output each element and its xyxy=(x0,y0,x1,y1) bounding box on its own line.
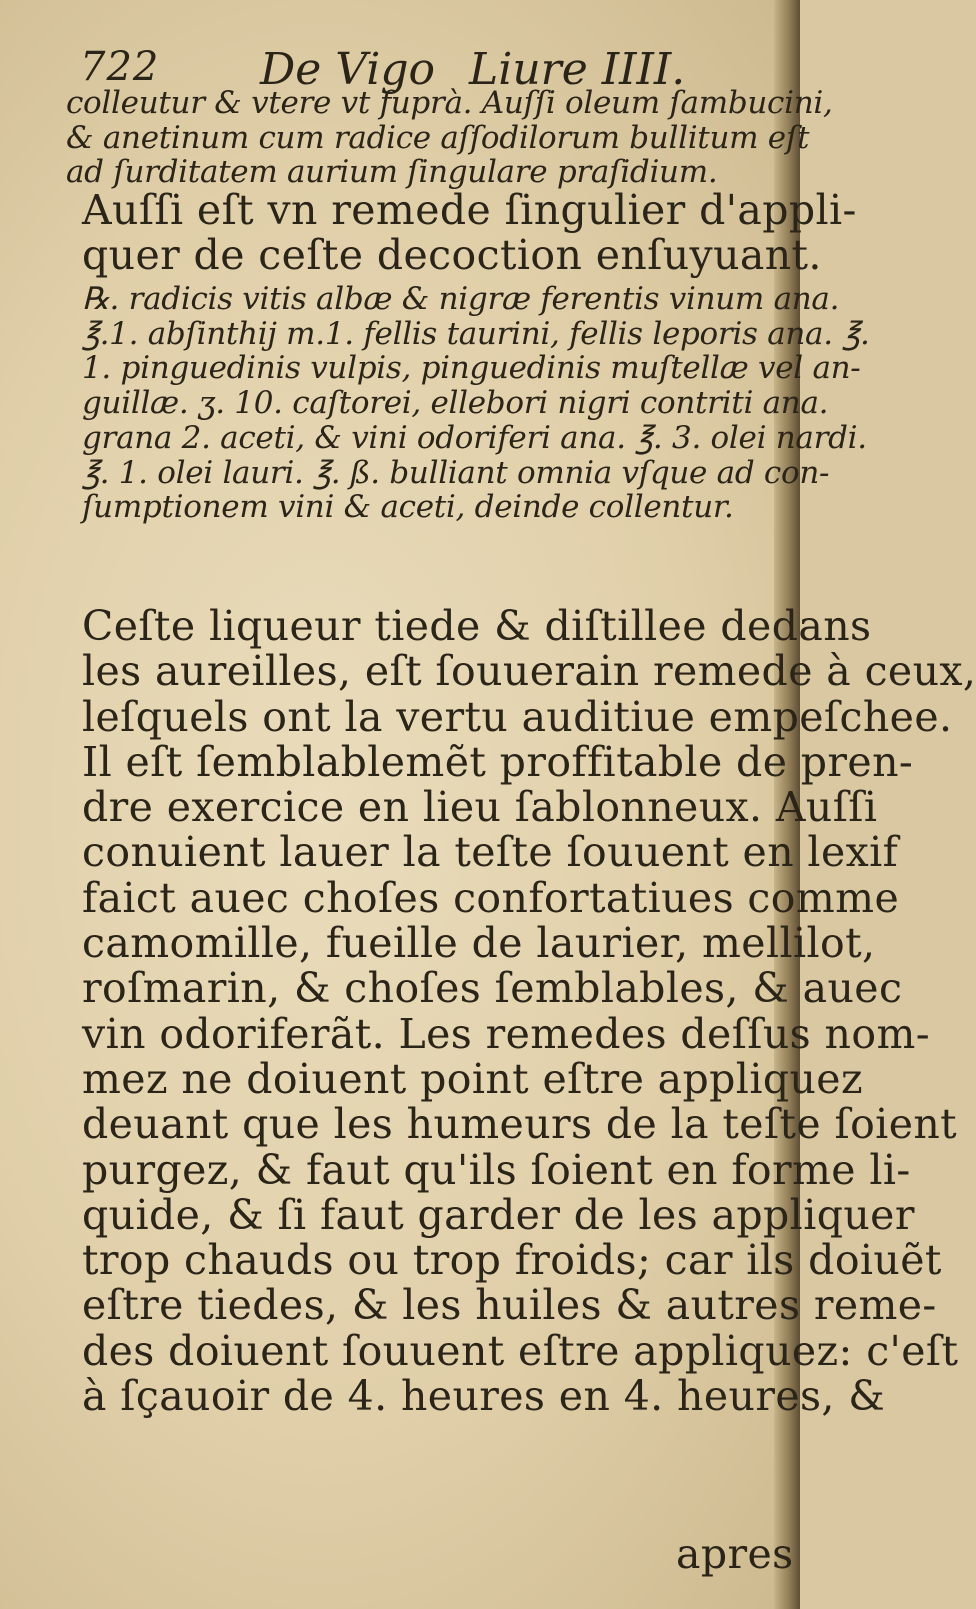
text-line: leſquels ont la vertu auditiue empeſchee. xyxy=(82,692,953,741)
french-paragraph-1 xyxy=(66,188,857,279)
running-title-author: De Vigo xyxy=(260,44,436,95)
french-paragraph-2 xyxy=(66,604,976,1419)
text-line: les aureilles, eſt ſouuerain remede à ceux, xyxy=(82,647,976,696)
text-line: ad ſurditatem aurium ſingulare praſidium. xyxy=(66,154,718,191)
text-line: Ceſte liqueur tiede & diſtillee dedans xyxy=(82,602,872,650)
text-line: purgez, & faut qu'ils ſoient en forme li- xyxy=(82,1145,911,1194)
text-line: quer de ceſte decoction enſuyuant. xyxy=(82,231,822,280)
text-line: ſumptionem vini & aceti, deinde collentur. xyxy=(82,489,734,526)
text-line: colleutur & vtere vt fuprà. Auſſi oleum ſambucini, xyxy=(66,85,833,121)
text-line: mez ne doiuent point eſtre appliquez xyxy=(82,1054,863,1103)
text-line: à ſçauoir de 4. heures en 4. heures, & xyxy=(82,1372,886,1421)
text-line: deuant que les humeurs de la teſte ſoient xyxy=(82,1100,958,1149)
text-line: eſtre tiedes, & les huiles & autres reme- xyxy=(82,1281,937,1330)
text-line: 1. pinguedinis vulpis, pinguedinis muſtellæ vel an- xyxy=(82,350,861,387)
text-line: Il eſt ſemblablemẽt proffitable de pren- xyxy=(82,737,914,786)
text-line: dre exercice en lieu ſablonneux. Auſſi xyxy=(82,783,878,832)
text-line: ℥. 1. olei lauri. ℥. ß. bulliant omnia vſque ad con- xyxy=(82,454,830,491)
text-line: ℥.1. abſinthij m.1. fellis taurini, fellis leporis ana. ℥. xyxy=(82,315,870,352)
running-title-book: Liure IIII. xyxy=(469,44,686,95)
text-line: roſmarin, & choſes ſemblables, & auec xyxy=(82,964,903,1013)
page-number: 722 xyxy=(80,44,160,90)
text-line: ℞. radicis vitis albæ & nigræ ferentis vinum ana. xyxy=(82,281,840,317)
text-line: des doiuent ſouuent eſtre appliquez: c'eſt xyxy=(82,1326,959,1375)
text-line: faict auec choſes confortatiues comme xyxy=(82,873,900,922)
text-line: vin odoriferãt. Les remedes deſſus nom- xyxy=(82,1009,930,1058)
text-line: Auſſi eſt vn remede ſingulier d'appli- xyxy=(82,186,857,234)
latin-paragraph-1 xyxy=(66,86,833,190)
text-line: conuient lauer la teſte ſouuent en lexif xyxy=(82,828,899,877)
recipe-paragraph xyxy=(66,282,870,525)
text-line: & anetinum cum radice aſſodilorum bullitum eſt xyxy=(66,119,810,156)
text-line: grana 2. aceti, & vini odoriferi ana. ℥. 3. olei nardi. xyxy=(82,419,867,456)
text-line: guillæ. ʒ. 10. caſtorei, ellebori nigri contriti ana. xyxy=(82,385,829,422)
catchword: apres xyxy=(676,1530,794,1578)
text-line: trop chauds ou trop froids; car ils doiuẽt xyxy=(82,1236,942,1285)
text-line: quide, & ſi faut garder de les appliquer xyxy=(82,1190,915,1239)
text-line: camomille, fueille de laurier, mellilot, xyxy=(82,919,876,968)
